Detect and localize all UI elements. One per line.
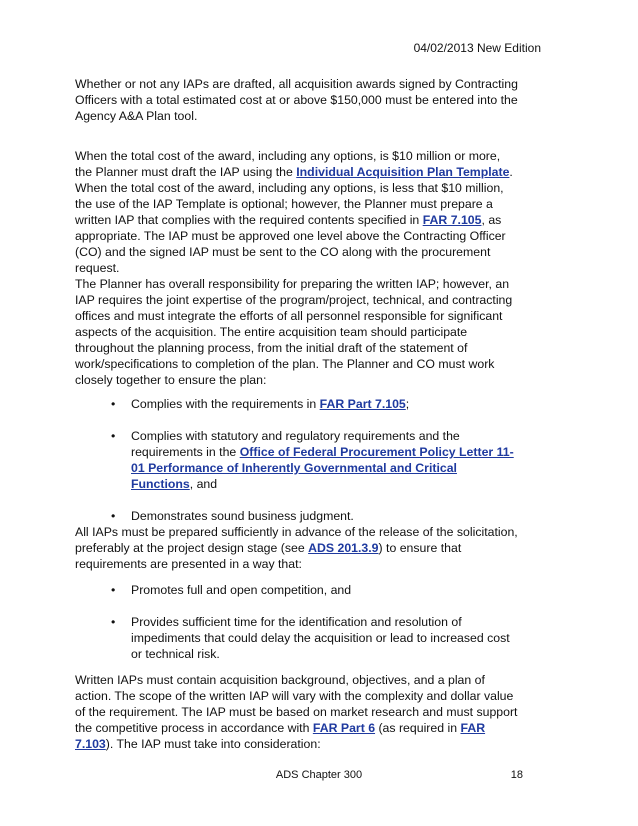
paragraph-text: . When the total cost of the award, including any options, is less that $10 million, the use of the IAP Template is optional; however, the Planner must prepare a written IAP that complies with the required contents specified in xyxy=(75,165,513,227)
competition-requirements-list xyxy=(75,582,520,662)
list-item-text: Complies with statutory and regulatory requirements and the requirements in the xyxy=(131,429,460,459)
paragraph-iap-threshold xyxy=(75,148,520,276)
ofpp-letter-link[interactable]: Office of Federal Procurement Policy Letter 11-01 Performance of Inherently Governmental and Critical Functions xyxy=(131,445,514,491)
list-item xyxy=(75,428,520,492)
paragraph-text: Written IAPs must contain acquisition background, objectives, and a plan of action. The scope of the written IAP will vary with the complexity and dollar value of the requirement. The IAP must be based on market research and must support the competitive process in accordance with xyxy=(75,673,518,735)
footer-chapter: ADS Chapter 300 xyxy=(275,769,363,781)
list-item-text: , and xyxy=(189,477,218,491)
plan-requirements-list xyxy=(75,396,520,524)
iap-template-link[interactable]: Individual Acquisition Plan Template xyxy=(296,165,510,179)
list-item-text: Provides sufficient time for the identification and resolution of impediments that could delay the acquisition or lead to increased cost or technical risk. xyxy=(131,615,510,661)
far-part-7-105-link[interactable]: FAR Part 7.105 xyxy=(319,397,406,411)
far-7-103-link[interactable]: FAR 7.103 xyxy=(75,721,486,751)
far-part-6-link[interactable]: FAR Part 6 xyxy=(312,721,376,735)
far-7-105-link[interactable]: FAR 7.105 xyxy=(422,213,482,227)
paragraph-text: ) to ensure that requirements are presented in a way that: xyxy=(75,541,462,571)
list-item-text: Complies with the requirements in xyxy=(131,397,320,411)
paragraph-text: (as required in xyxy=(375,721,461,735)
paragraph-planner-responsibility: The Planner has overall responsibility for preparing the written IAP; however, an IAP requires the joint expertise of the program/project, technical, and contracting offices and must integrate the efforts of all personnel responsible for significant aspects of the acquisition. The entire acquisition team should participate throughout the planning process, from the initial draft of the statement of work/specifications to completion of the plan. The Planner and CO must work closely together to ensure the plan: xyxy=(75,277,513,387)
list-item-text: ; xyxy=(405,397,410,411)
bullet-icon: • xyxy=(111,583,116,597)
bullet-icon: • xyxy=(111,397,116,411)
list-item xyxy=(75,614,520,662)
list-item xyxy=(75,396,520,412)
list-item xyxy=(75,582,520,598)
edition-header: 04/02/2013 New Edition xyxy=(413,41,541,55)
list-item-text: Demonstrates sound business judgment. xyxy=(131,509,354,523)
paragraph-text: ). The IAP must take into consideration: xyxy=(105,737,321,751)
paragraph-iap-contents xyxy=(75,672,520,752)
paragraph-text: , as appropriate. The IAP must be approved one level above the Contracting Officer (CO) and the signed IAP must be sent to the CO along with the procurement request. xyxy=(75,213,506,275)
list-item-text: Promotes full and open competition, and xyxy=(131,583,352,597)
page-number: 18 xyxy=(510,769,523,781)
bullet-icon: • xyxy=(111,509,116,523)
paragraph-text: All IAPs must be prepared sufficiently in advance of the release of the solicitation, preferably at the project design stage (see xyxy=(75,525,518,555)
bullet-icon: • xyxy=(111,615,116,629)
bullet-icon: • xyxy=(111,429,116,443)
paragraph-advance-preparation xyxy=(75,524,520,572)
paragraph-tool-entry: Whether or not any IAPs are drafted, all acquisition awards signed by Contracting Officers with a total estimated cost at or above $150,000 must be entered into the Agency A&A Plan tool. xyxy=(75,77,518,123)
paragraph-text: When the total cost of the award, including any options, is $10 million or more, the Planner must draft the IAP using the xyxy=(75,149,501,179)
list-item xyxy=(75,508,520,524)
ads-201-3-9-link[interactable]: ADS 201.3.9 xyxy=(308,541,379,555)
